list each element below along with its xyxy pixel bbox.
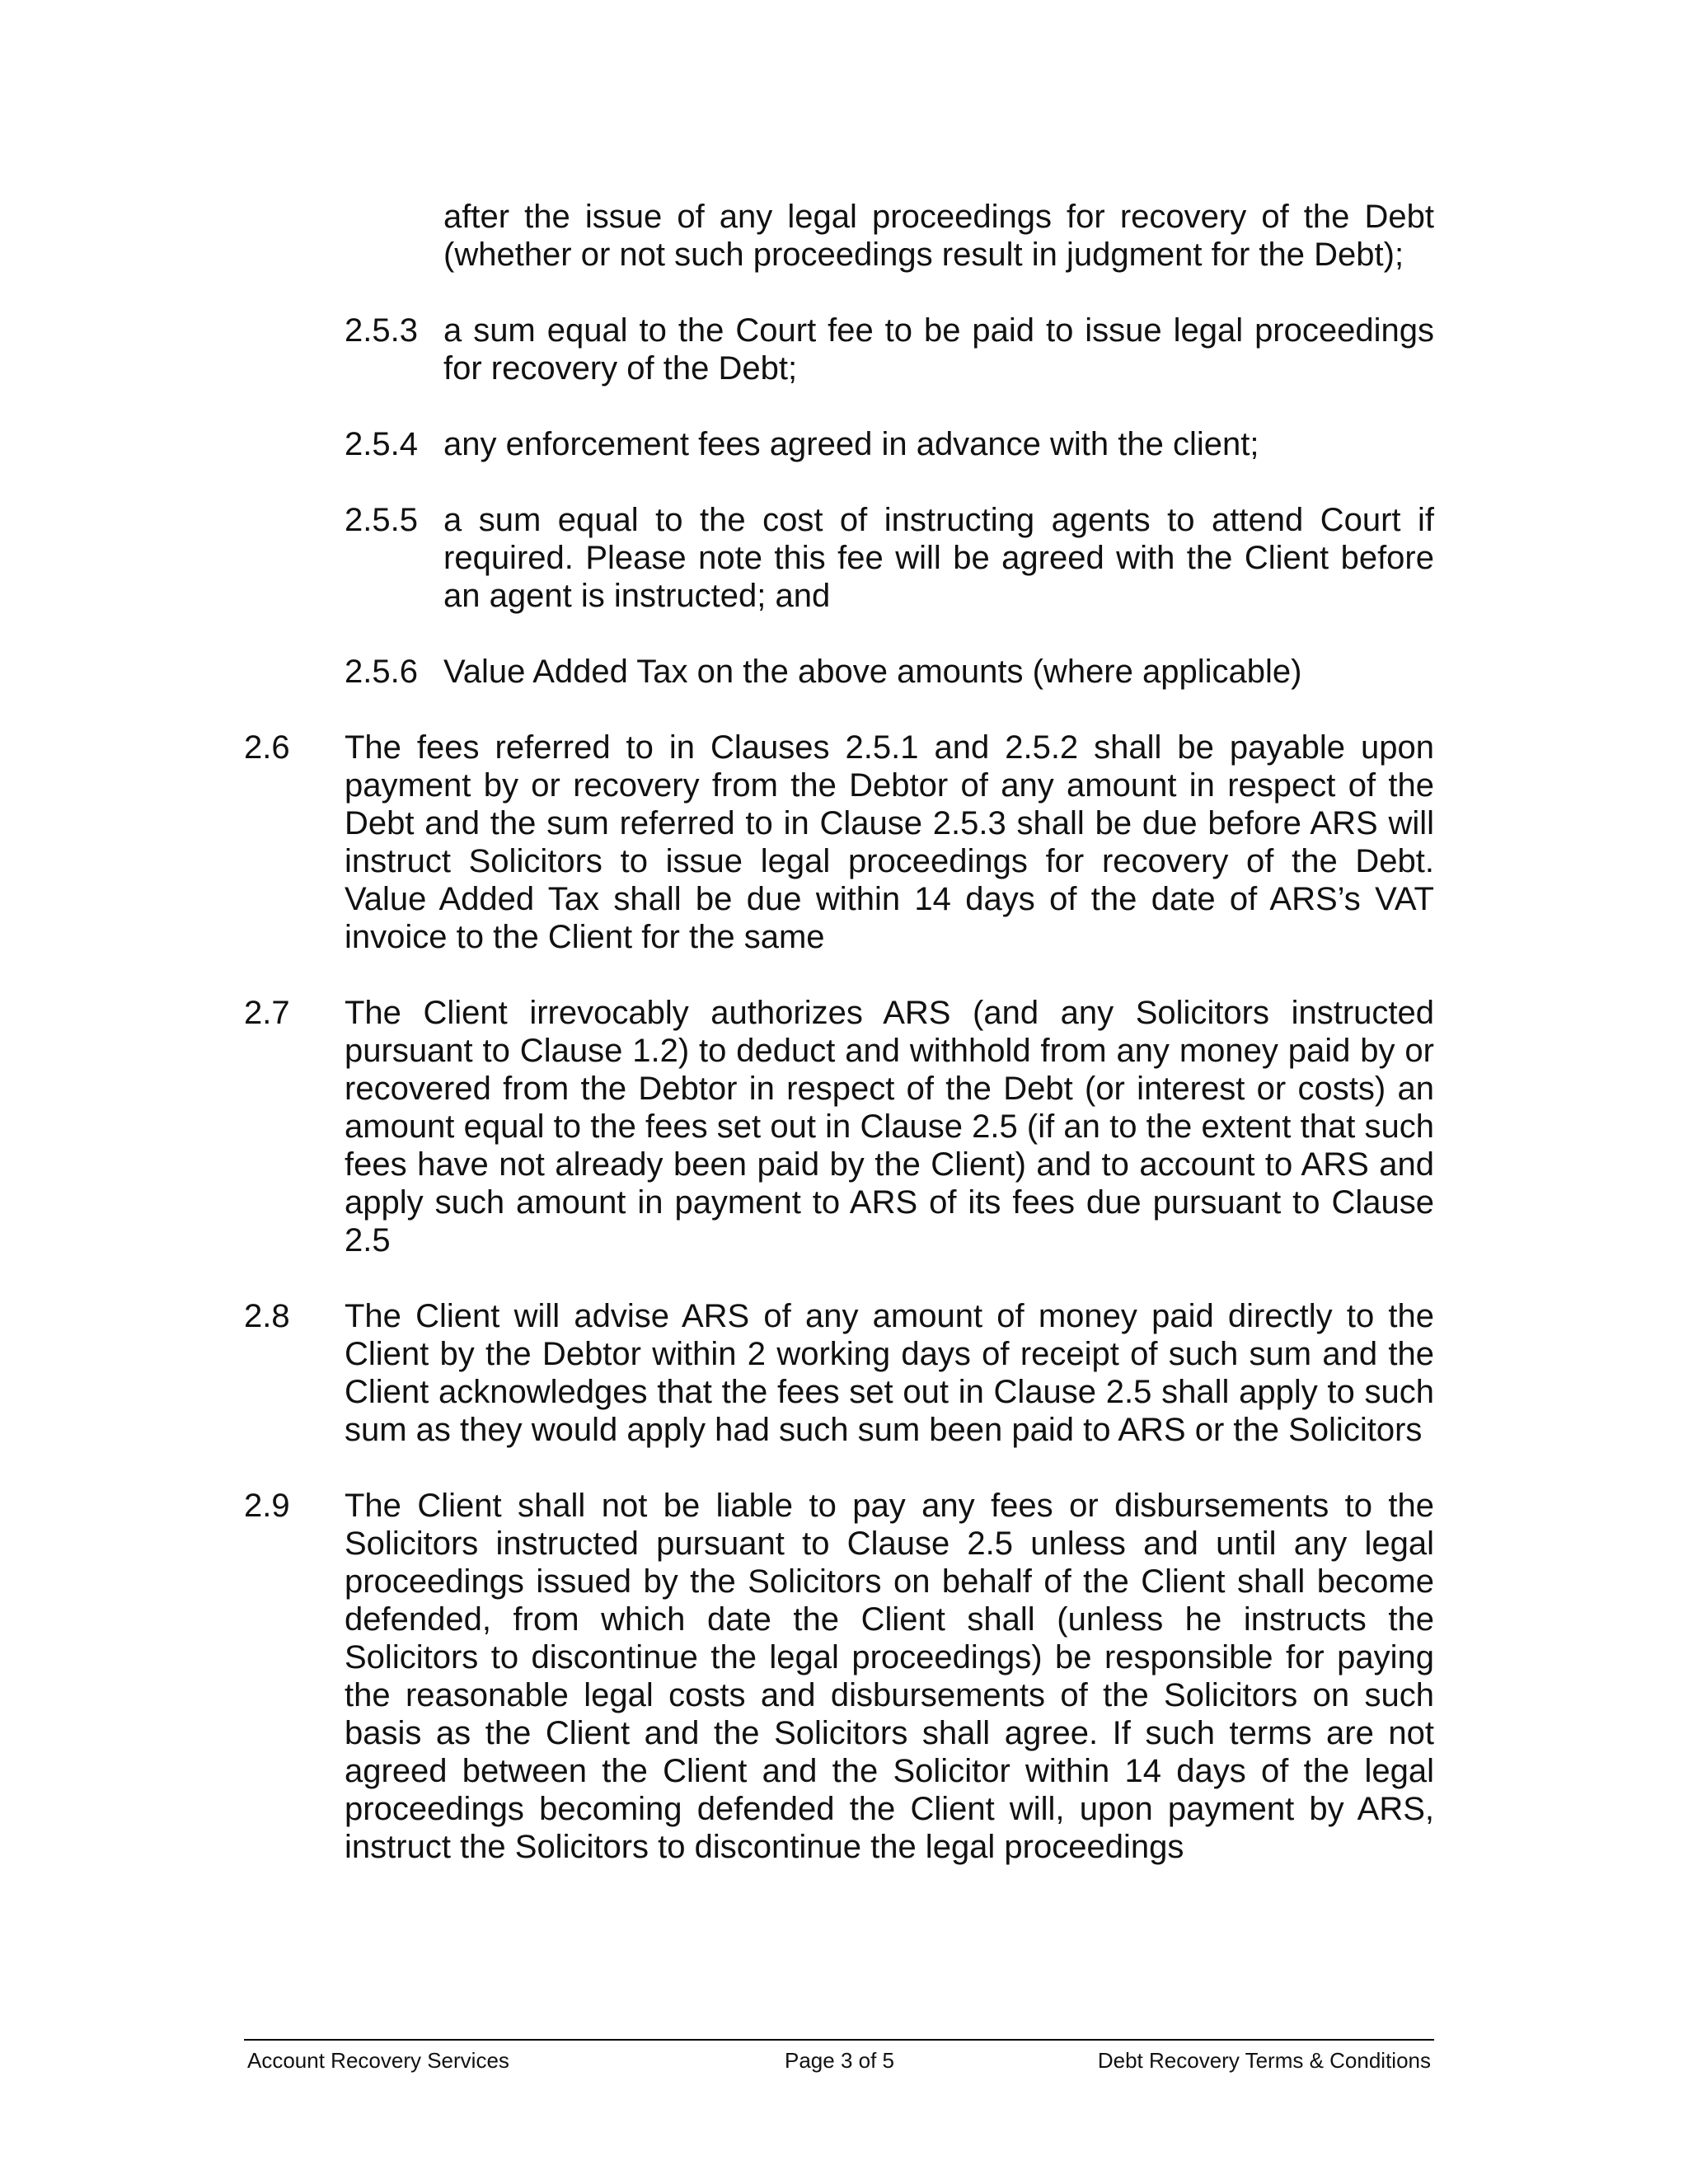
clause-number: 2.5.3 [345, 312, 418, 349]
footer-divider [244, 2039, 1434, 2041]
footer-page-number: Page 3 of 5 [785, 2048, 894, 2073]
clause-number: 2.5.4 [345, 426, 418, 462]
footer-company: Account Recovery Services [247, 2048, 509, 2073]
footer-document-title: Debt Recovery Terms & Conditions [1097, 2048, 1431, 2073]
clause-text: The Client will advise ARS of any amount of money paid directly to the Client by the Debtor within 2 working days of receipt of such sum and the Client acknowledges that the fees set out in Clause 2.5 shall apply to such sum as they would apply had such sum been paid to ARS or the Solicitors [345, 1298, 1434, 1448]
clause-text: Value Added Tax on the above amounts (where applicable) [443, 654, 1302, 690]
clause-text: any enforcement fees agreed in advance with the client; [443, 426, 1259, 462]
clause-text: The Client irrevocably authorizes ARS (and any Solicitors instructed pursuant to Clause 1.2) to deduct and withhold from any money paid by or recovered from the Debtor in respect of the Debt (or interest or costs) an amount equal to the fees set out in Clause 2.5 (if an to the extent that such fees have not already been paid by the Client) and to account to ARS and apply such amount in payment to ARS of its fees due pursuant to Clause 2.5 [345, 995, 1434, 1258]
clause-number: 2.7 [244, 995, 290, 1031]
clause-text: The fees referred to in Clauses 2.5.1 and 2.5.2 shall be payable upon payment by or recovery from the Debtor of any amount in respect of the Debt and the sum referred to in Clause 2.5.3 shall be due before ARS will instruct Solicitors to issue legal proceedings for recovery of the Debt. Value Added Tax shall be due within 14 days of the date of ARS’s VAT invoice to the Client for the same [345, 729, 1434, 955]
clause-text: a sum equal to the Court fee to be paid to issue legal proceedings for recovery of the Debt; [443, 312, 1434, 387]
clause-number: 2.9 [244, 1488, 290, 1524]
clause-number: 2.5.5 [345, 502, 418, 538]
clause-number: 2.6 [244, 729, 290, 766]
clause-text: a sum equal to the cost of instructing agents to attend Court if required. Please note this fee will be agreed with the Client before an agent is instructed; and [443, 502, 1434, 614]
clause-number: 2.5.6 [345, 654, 418, 690]
clause-2-5-2-continuation: after the issue of any legal proceedings for recovery of the Debt (whether or not such proceedings result in judgment for the Debt); [443, 199, 1434, 273]
clause-text: The Client shall not be liable to pay any fees or disbursements to the Solicitors instructed pursuant to Clause 2.5 unless and until any legal proceedings issued by the Solicitors on behalf of the Client shall become defended, from which date the Client shall (unless he instructs the Solicitors to discontinue the legal proceedings) be responsible for paying the reasonable legal costs and disbursements of the Solicitors on such basis as the Client and the Solicitors shall agree. If such terms are not agreed between the Client and the Solicitor within 14 days of the legal proceedings becoming defended the Client will, upon payment by ARS, instruct the Solicitors to discontinue the legal proceedings [345, 1488, 1434, 1865]
clause-number: 2.8 [244, 1298, 290, 1334]
